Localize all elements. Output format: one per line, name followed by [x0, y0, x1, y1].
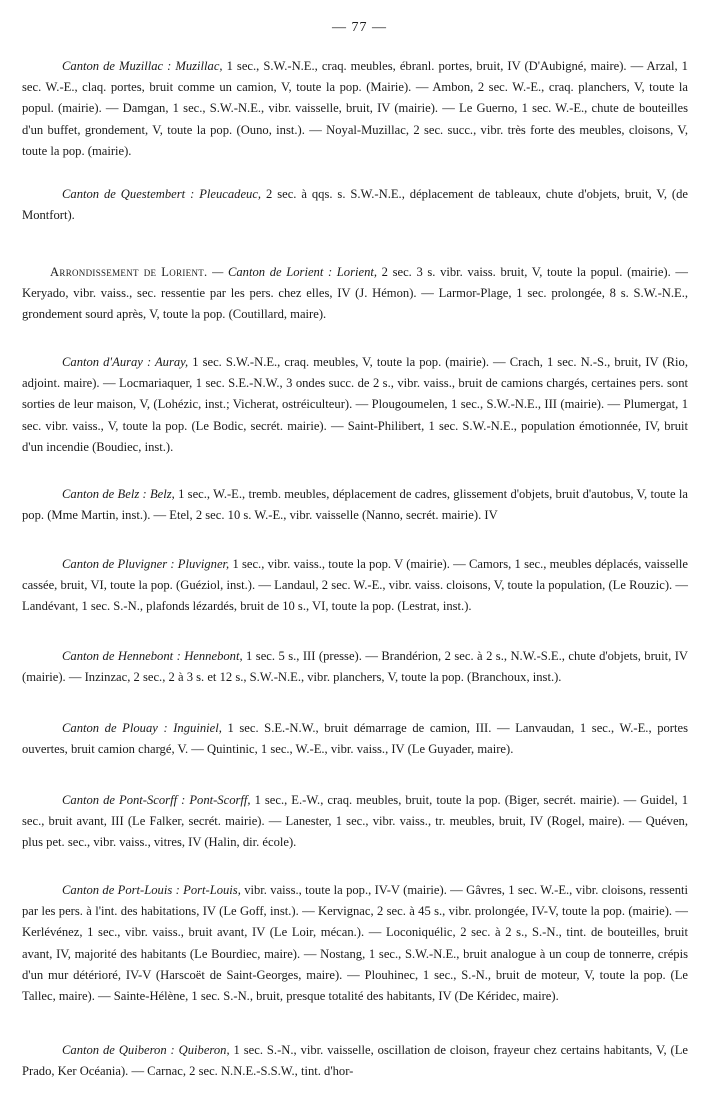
- paragraph-port-louis: [22, 880, 688, 1007]
- canton-heading: Canton de Plouay : Inguiniel,: [62, 721, 222, 735]
- canton-heading: Canton de Muzillac : Muzillac,: [62, 59, 223, 73]
- paragraph-text: 1 sec. S.E.-N.W., bruit démarrage de camion, III. — Lanvaudan, 1 sec., W.-E., portes ouvertes, bruit camion chargé, V. — Quintinic, 1 sec., W.-E., vibr. vaiss., IV (Le Guyader, maire).: [22, 721, 688, 757]
- paragraph-plouay: [22, 718, 688, 760]
- paragraph-text: 1 sec. S.W.-N.E., craq. meubles, V, toute la pop. (mairie). — Crach, 1 sec. N.-S., bruit, IV (Rio, adjoint. maire). — Locmariaquer, 1 sec. S.E.-N.W., 3 ondes succ. de 2 s., vibr. vaiss., bruit de camions chargés, certaines pers. sont sorties de leur maison, V, (Lohézic, inst.; Vicherat, ostréiculteur). — Plougoumelen, 1 sec., S.W.-N.E., III (mairie). — Plumergat, 1 sec. vibr. vaiss., V, toute la pop. (Le Bodic, secrét. mairie). — Saint-Philibert, 1 sec. S.W.-N.E., population émotionnée, IV, bruit d'un incendie (Boudiec, inst.).: [22, 355, 688, 454]
- paragraph-text: 1 sec. 5 s., III (presse). — Brandérion, 2 sec. à 2 s., N.W.-S.E., chute d'objets, bruit, IV (mairie). — Inzinzac, 2 sec., 2 à 3 s. et 12 s., S.W.-N.E., vibr. planchers, V, toute la pop. (Branchoux, inst.).: [22, 649, 688, 685]
- paragraph-quiberon: [22, 1040, 688, 1082]
- paragraph-text: 1 sec. S.-N., vibr. vaisselle, oscillation de cloison, frayeur chez certains habitants, V, (Le Prado, Ker Océania). — Carnac, 2 sec. N.N.E.-S.S.W., tint. d'hor-: [22, 1043, 688, 1079]
- paragraph-belz: [22, 484, 688, 526]
- page-number: — 77 —: [332, 20, 387, 35]
- paragraph-text: 1 sec., S.W.-N.E., craq. meubles, ébranl. portes, bruit, IV (D'Aubigné, maire). — Arzal, 1 sec. W.-E., claq. portes, bruit comme un camion, V, toute la pop. (Mairie). — Ambon, 2 sec. W.-E., craq. planchers, V, toute la popul. (mairie). — Damgan, 1 sec., S.W.-N.E., vibr. vaisselle, bruit, IV (mairie). — Le Guerno, 1 sec. W.-E., chute de bouteilles d'un buffet, grondement, V, toute la pop. (Ouno, inst.). — Noyal-Muzillac, 2 sec. succ., vibr. très forte des meubles, cloisons, V, toute la pop. (mairie).: [22, 59, 688, 158]
- paragraph-auray: [22, 352, 688, 458]
- paragraph-pluvigner: [22, 554, 688, 618]
- paragraph-text: 2 sec. 3 s. vibr. vaiss. bruit, V, toute la popul. (mairie). — Keryado, vibr. vaiss., sec. ressentie par les pers. chez elles, IV (J. Hémon). — Larmor-Plage, 1 sec. prolongée, 8 s. S.W.-N.E., grondement sourd après, V, toute la pop. (Coutillard, maire).: [22, 265, 689, 322]
- canton-heading: Canton de Pluvigner : Pluvigner,: [62, 557, 230, 571]
- paragraph-text: 1 sec., E.-W., craq. meubles, bruit, toute la pop. (Biger, secrét. mairie). — Guidel, 1 sec., bruit avant, III (Le Falker, secrét. mairie). — Lanester, 1 sec., vibr. vaiss., tr. meubles, bruit, IV (Rogel, maire). — Quéven, plus pet. sec., vibr. vaiss., vitres, IV (Halin, dir. école).: [22, 793, 688, 850]
- arrondissement-heading: Arrondissement de Lorient.: [50, 265, 208, 279]
- canton-heading: — Canton de Lorient : Lorient,: [207, 265, 378, 279]
- paragraph-pont-scorff: [22, 790, 688, 854]
- paragraph-questembert: [22, 184, 688, 226]
- canton-heading: Canton de Belz : Belz,: [62, 487, 175, 501]
- paragraph-muzillac: [22, 56, 688, 162]
- paragraph-text: 2 sec. à qqs. s. S.W.-N.E., déplacement de tableaux, chute d'objets, bruit, V, (de Montfort).: [22, 187, 688, 223]
- paragraph-text: 1 sec., W.-E., tremb. meubles, déplacement de cadres, glissement d'objets, bruit d'autobus, V, toute la pop. (Mme Martin, inst.). — Etel, 2 sec. 10 s. W.-E., vibr. vaisselle (Nanno, secrét. mairie). IV: [22, 487, 688, 523]
- canton-heading: Canton d'Auray : Auray,: [62, 355, 189, 369]
- canton-heading: Canton de Quiberon : Quiberon,: [62, 1043, 230, 1057]
- canton-heading: Canton de Port-Louis : Port-Louis,: [62, 883, 241, 897]
- paragraph-lorient: [22, 262, 688, 326]
- canton-heading: Canton de Pont-Scorff : Pont-Scorff,: [62, 793, 251, 807]
- paragraph-hennebont: [22, 646, 688, 688]
- paragraph-text: 1 sec., vibr. vaiss., toute la pop. V (mairie). — Camors, 1 sec., meubles déplacés, vaisselle cassée, bruit, VI, toute la pop. (Guéziol, inst.). — Landaul, 2 sec. W.-E., vibr. vaiss. cloisons, V, toute la population, (Le Rouzic). — Landévant, 1 sec. S.-N., plafonds lézardés, bruit de 10 s., VI, toute la pop. (Lestrat, inst.).: [22, 557, 688, 614]
- canton-heading: Canton de Questembert : Pleucadeuc,: [62, 187, 262, 201]
- canton-heading: Canton de Hennebont : Hennebont,: [62, 649, 243, 663]
- paragraph-text: vibr. vaiss., toute la pop., IV-V (mairie). — Gâvres, 1 sec. W.-E., vibr. cloisons, ressenti par les pers. à l'int. des habitations, IV (Le Goff, inst.). — Kervignac, 2 sec. à 45 s., vibr. prolongée, IV-V, toute la pop. (mairie). — Kerlévénez, 1 sec., vibr. vaiss., bruit avant, IV (Le Loir, mécan.). — Loconiquélic, 2 sec. à 2 s., S.-N., tint. de bouteilles, bruit avant, IV, majorité des habitants (Le Bourdiec, maire). — Nostang, 1 sec., S.W.-N.E., bruit analogue à un coup de tonnerre, crépis d'un mur détérioré, IV-V (Harscoët de Saint-Georges, maire). — Plouhinec, 1 sec., S.-N., bruit de moteur, V, toute la pop. (Le Tallec, maire). — Sainte-Hélène, 1 sec. S.-N., bruit, presque totalité des habitants, IV (De Kéridec, maire).: [22, 883, 688, 1004]
